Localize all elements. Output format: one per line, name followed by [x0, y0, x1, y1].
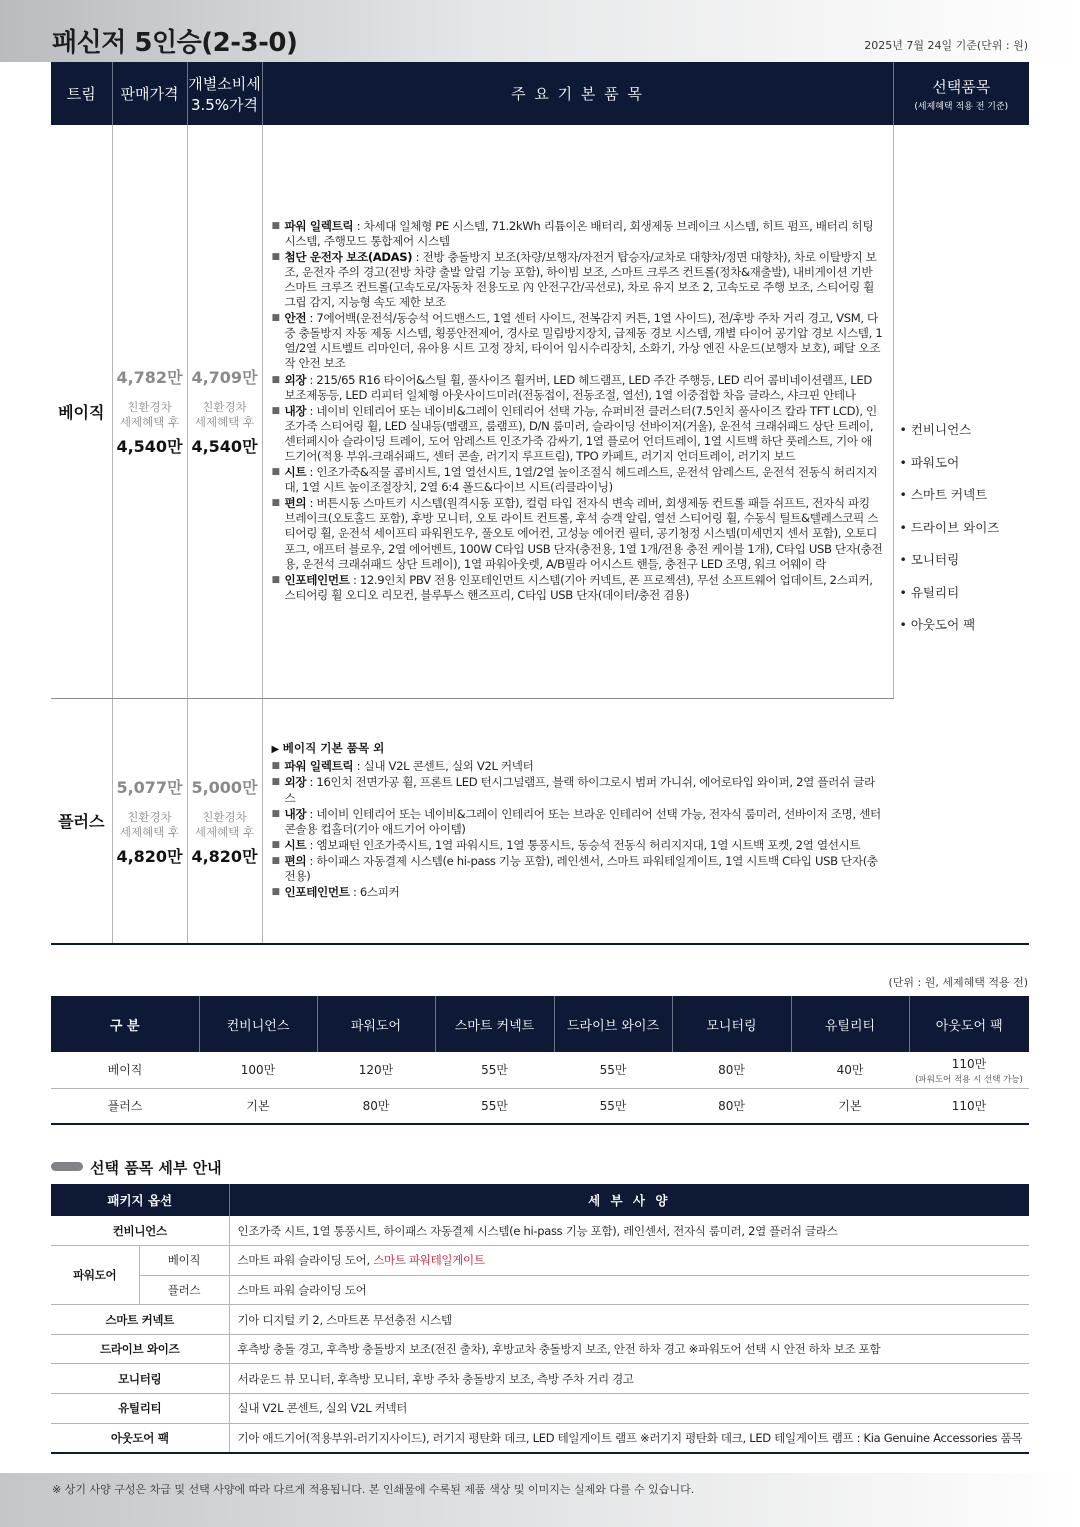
package-desc: 서라운드 뷰 모니터, 후측방 모니터, 후방 주차 충돌방지 보조, 측방 주차 거리 경고: [229, 1364, 1029, 1394]
table-cell: 55만: [554, 1052, 672, 1088]
table-row: [51, 1052, 1029, 1088]
table-cell: 55만: [435, 1088, 554, 1124]
eco-label-l1: 친환경차: [127, 400, 172, 415]
table-cell: 기본: [791, 1088, 909, 1124]
eco-label: [113, 400, 187, 430]
eco-label-l1: 친환경차: [202, 400, 247, 415]
feature-item: ■ 안전 : 7에어백(운전석/동승석 어드밴스드, 1열 센터 사이드, 전복감지 커튼, 1열 사이드), 전/후방 주차 거리 경고, VSM, 다중 충돌방지 자동 제동 시스템, 횡풍안전제어, 경사로 밀림방지장치, 급제동 경보 시스템, 개별 타이어 공기압 경보 시스템, 1열/2열 시트벨트 리마인더, 유아용 시트 고정 장치, 타이어 임시수리장치, 소화기, 가상 엔진 사운드(보행자 보호), 페달 오조작 안전 보조: [272, 311, 883, 371]
sale-price-after: 4,820만: [116, 846, 183, 866]
feature-item: ■ 내장 : 네이비 인테리어 또는 네이비&그레이 인테리어 또는 브라운 인테리어 선택 가능, 전자식 룸미러, 선바이저 조명, 센터콘솔용 컵홀더(기아 애드기어 아이템): [272, 807, 884, 837]
sale-price: 4,782만: [116, 368, 183, 388]
option-detail-table: [51, 1184, 1029, 1454]
col-tax-price: [187, 62, 262, 125]
table-cell: 40만: [791, 1052, 909, 1088]
option-item: • 모니터링: [899, 552, 960, 568]
table-cell: 기본: [199, 1088, 317, 1124]
price-cell: [112, 698, 187, 944]
tax-price: 4,709만: [191, 368, 258, 388]
section-title: 선택 품목 세부 안내: [51, 1157, 222, 1178]
table-cell: 베이직: [51, 1052, 199, 1088]
eco-label-l2: 세제혜택 후: [194, 824, 255, 839]
table-cell: [909, 1052, 1029, 1088]
header-cell: 아웃도어 팩: [909, 996, 1029, 1052]
table-cell: 100만: [199, 1052, 317, 1088]
table-cell: 120만: [317, 1052, 435, 1088]
package-name: 드라이브 와이즈: [51, 1334, 229, 1364]
tax-price-after: 4,540만: [191, 437, 258, 457]
table-row: [51, 1334, 1029, 1364]
header-cell: 구 분: [51, 996, 199, 1052]
header-cell: 모니터링: [672, 996, 791, 1052]
trim-name: 플러스: [51, 698, 112, 944]
options-cell: [893, 125, 1029, 944]
package-desc: 기아 디지털 키 2, 스마트폰 무선충전 시스템: [229, 1305, 1029, 1335]
option-item: • 파워도어: [899, 454, 960, 470]
page-title: 패신저 5인승(2-3-0): [52, 28, 298, 58]
features-cell: [262, 125, 893, 698]
package-name: 모니터링: [51, 1364, 229, 1394]
table-row: [51, 1275, 1029, 1305]
feature-item: ■ 외장 : 215/65 R16 타이어&스틸 휠, 풀사이즈 휠커버, LED 헤드램프, LED 주간 주행등, LED 리어 콤비네이션램프, LED 보조제동등, LED 리피터 일체형 아웃사이드미러(전동접이, 전동조절, 열선), 1열 이중접합 차음 글라스, 샤크핀 안테나: [272, 373, 883, 403]
feature-item: ■ 시트 : 인조가죽&직물 콤비시트, 1열 열선시트, 1열/2열 높이조절식 헤드레스트, 운전석 암레스트, 운전석 전동식 허리지지대, 1열 시트 높이조절장치, 2열 6:4 폴드&다이브 시트(리클라이닝): [272, 465, 883, 495]
features-cell: [262, 698, 893, 944]
feature-item: ■ 편의 : 버튼시동 스마트키 시스템(원격시동 포함), 컬럼 타입 전자식 변속 레버, 회생제동 컨트롤 패들 쉬프트, 전자식 파킹 브레이크(오토홀드 포함), 후방 모니터, 오토 라이트 컨트롤, 후석 승객 알림, 열선 스티어링 휠, 수동식 틸트&텔레스코픽 스티어링 휠, 운전석 세이프티 파워윈도우, 풀오토 에어컨, 고성능 에어컨 필터, 공기청정 시스템(미세먼지 센서 포함), 오토디포그, 애프터 블로우, 2열 에어벤트, 100W C타입 USB 단자(충전용, 1열 1개/전용 충전 케이블 1개), C타입 USB 단자(충전용, 운전석 크래쉬패드 상단 트레이), 1열 파워아웃렛, A/B필라 어시스트 핸들, 충전구 LED 조명, 워크 어웨이 락: [272, 496, 883, 571]
eco-label-l2: 세제혜택 후: [194, 415, 255, 430]
eco-label-l1: 친환경차: [202, 809, 247, 824]
table-row: [51, 1423, 1029, 1453]
tax-price-cell: [187, 698, 262, 944]
eco-label: [188, 810, 262, 840]
cell-note: (파워도어 적용 시 선택 가능): [915, 1074, 1023, 1085]
table-cell: 80만: [317, 1088, 435, 1124]
eco-label-l1: 친환경차: [127, 809, 172, 824]
table-row: [51, 1364, 1029, 1394]
package-sub: 베이직: [139, 1246, 229, 1276]
option-item: • 스마트 커넥트: [899, 487, 988, 503]
col-tax-price-l2: 3.5%가격: [190, 95, 259, 114]
package-desc: 스마트 파워 슬라이딩 도어, 스마트 파워테일게이트: [229, 1246, 1029, 1276]
eco-label: [113, 810, 187, 840]
package-name: 스마트 커넥트: [51, 1305, 229, 1335]
footer-note: ※ 상기 사양 구성은 차급 및 선택 사양에 따라 다르게 적용됩니다. 본 인쇄물에 수록된 제품 색상 및 이미지는 실제와 다를 수 있습니다.: [52, 1483, 695, 1496]
spec-table: [51, 62, 1029, 945]
table-cell: 110만: [909, 1088, 1029, 1124]
features-head: ▶ 베이직 기본 품목 외: [272, 740, 884, 756]
package-sub: 플러스: [139, 1275, 229, 1305]
header-cell: 유틸리티: [791, 996, 909, 1052]
package-name: 유틸리티: [51, 1394, 229, 1424]
tax-price: 5,000만: [191, 777, 258, 797]
table-cell: 55만: [435, 1052, 554, 1088]
tax-price-cell: [187, 125, 262, 698]
header-cell: 드라이브 와이즈: [554, 996, 672, 1052]
header-cell: 패키지 옵션: [51, 1184, 229, 1216]
header-cell: 스마트 커넥트: [435, 996, 554, 1052]
col-tax-price-l1: 개별소비세: [188, 74, 261, 93]
header-cell: 세 부 사 양: [229, 1184, 1029, 1216]
date-note: 2025년 7월 24일 기준(단위 : 원): [864, 39, 1028, 52]
package-desc: 기아 애드기어(적용부위-러기지사이드), 러기지 평탄화 데크, LED 테일게이트 램프 ※러기지 평탄화 데크, LED 테일게이트 램프 : Kia Genuine Accessories 품목: [229, 1423, 1029, 1453]
feature-item: ■ 파워 일렉트릭 : 차세대 일체형 PE 시스템, 71.2kWh 리튬이온 배터리, 회생제동 브레이크 시스템, 히트 펌프, 배터리 히팅 시스템, 주행모드 통합제어 시스템: [272, 219, 883, 249]
package-name: 파워도어: [51, 1246, 139, 1305]
table-row: [51, 1305, 1029, 1335]
col-options-label: 선택품목: [932, 77, 991, 96]
option-item: • 드라이브 와이즈: [899, 519, 1000, 535]
sale-price: 5,077만: [116, 777, 183, 797]
package-desc: 인조가죽 시트, 1열 통풍시트, 하이패스 자동결제 시스템(e hi-pass 기능 포함), 레인센서, 전자식 룸미러, 2열 플러쉬 글라스: [229, 1216, 1029, 1246]
table-cell: 80만: [672, 1052, 791, 1088]
spec-header-row: [51, 62, 1029, 125]
trim-row-plus: [51, 698, 1029, 944]
option-price-header: [51, 996, 1029, 1052]
table-cell: 플러스: [51, 1088, 199, 1124]
price-cell: [112, 125, 187, 698]
eco-label-l2: 세제혜택 후: [119, 824, 180, 839]
package-desc: 스마트 파워 슬라이딩 도어: [229, 1275, 1029, 1305]
col-trim: 트림: [51, 62, 112, 125]
option-item: • 아웃도어 팩: [899, 617, 976, 633]
feature-item: ■ 파워 일렉트릭 : 실내 V2L 콘센트, 실외 V2L 커넥터: [272, 759, 884, 774]
table-cell: 55만: [554, 1088, 672, 1124]
feature-item: ■ 시트 : 엠보패턴 인조가죽시트, 1열 파워시트, 1열 통풍시트, 동승석 전동식 허리지지대, 1열 시트백 포켓, 2열 열선시트: [272, 838, 884, 853]
package-desc: 후측방 충돌 경고, 후측방 충돌방지 보조(전진 출차), 후방교차 충돌방지 보조, 안전 하차 경고 ※파워도어 선택 시 안전 하차 보조 포함: [229, 1334, 1029, 1364]
table-row: [51, 1246, 1029, 1276]
table-row: [51, 1394, 1029, 1424]
cell-value: 110만: [951, 1056, 987, 1071]
eco-label-l2: 세제혜택 후: [119, 415, 180, 430]
option-item: • 컨비니언스: [899, 421, 972, 437]
table-cell: 80만: [672, 1088, 791, 1124]
sale-price-after: 4,540만: [116, 437, 183, 457]
section-bar-icon: [51, 1162, 83, 1171]
detail-header: [51, 1184, 1029, 1216]
col-options-sub: (세제혜택 적용 전 기준): [914, 101, 1009, 112]
col-features: 주 요 기 본 품 목: [262, 62, 893, 125]
table-row: [51, 1216, 1029, 1246]
package-name: 아웃도어 팩: [51, 1423, 229, 1453]
option-price-table: [51, 996, 1029, 1125]
header-cell: 파워도어: [317, 996, 435, 1052]
feature-item: ■ 첨단 운전자 보조(ADAS) : 전방 충돌방지 보조(차량/보행자/자전거 탑승자/교차로 대향차/정면 대향차), 차로 이탈방지 보조, 운전자 주의 경고(전방 차량 출발 알림 기능 포함), 하이빔 보조, 스마트 크루즈 컨트롤(정차&재출발), 내비게이션 기반 스마트 크루즈 컨트롤(고속도로/자동차 전용도로 內 안전구간/곡선로), 차로 유지 보조 2, 고속도로 주행 보조, 스티어링 휠 그립 감지, 지능형 속도 제한 보조: [272, 250, 883, 310]
feature-item: ■ 편의 : 하이패스 자동결제 시스템(e hi-pass 기능 포함), 레인센서, 스마트 파워테일게이트, 1열 시트백 C타입 USB 단자(충전용): [272, 854, 884, 884]
feature-item: ■ 외장 : 16인치 전면가공 휠, 프론트 LED 턴시그널램프, 블랙 하이그로시 범퍼 가니쉬, 에어로타입 와이퍼, 2열 플러쉬 글라스: [272, 775, 884, 805]
option-item: • 유틸리티: [899, 584, 960, 600]
table-row: [51, 1088, 1029, 1124]
col-price: 판매가격: [112, 62, 187, 125]
eco-label: [188, 400, 262, 430]
package-name: 컨비니언스: [51, 1216, 229, 1246]
option-list: [894, 420, 1030, 648]
trim-name: 베이직: [51, 125, 112, 698]
trim-row-basic: [51, 125, 1029, 698]
feature-item: ■ 인포테인먼트 : 12.9인치 PBV 전용 인포테인먼트 시스템(기아 커넥트, 폰 프로젝션), 무선 소프트웨어 업데이트, 2스피커, 스티어링 휠 오디오 리모컨, 블루투스 핸즈프리, C타입 USB 단자(데이터/충전 겸용): [272, 573, 883, 603]
tax-price-after: 4,820만: [191, 846, 258, 866]
package-desc: 실내 V2L 콘센트, 실외 V2L 커넥터: [229, 1394, 1029, 1424]
col-options: [893, 62, 1029, 125]
highlight-text: 스마트 파워테일게이트: [373, 1253, 485, 1268]
header-cell: 컨비니언스: [199, 996, 317, 1052]
unit-note: (단위 : 원, 세제혜택 적용 전): [888, 976, 1028, 989]
feature-item: ■ 내장 : 네이비 인테리어 또는 네이비&그레이 인테리어 선택 가능, 슈퍼비전 클러스터(7.5인치 풀사이즈 칼라 TFT LCD), 인조가죽 스티어링 휠, LED 실내등(맵램프, 룸램프), D/N 룸미러, 슬라이딩 선바이저(거울), 운전석 크래쉬패드 상단 트레이, 센터페시아 슬라이딩 트레이, 도어 암레스트 인조가죽 감싸기, 1열 플로어 언더트레이, 1열 시트백 하단 풋레스트, 기아 애드기어(적용 부위-크래쉬패드, 센터 콘솔, 러기지 루프트림), TPO 카페트, 러기지 언더트레이, 러기지 보드: [272, 404, 883, 464]
feature-item: ■ 인포테인먼트 : 6스피커: [272, 885, 884, 900]
